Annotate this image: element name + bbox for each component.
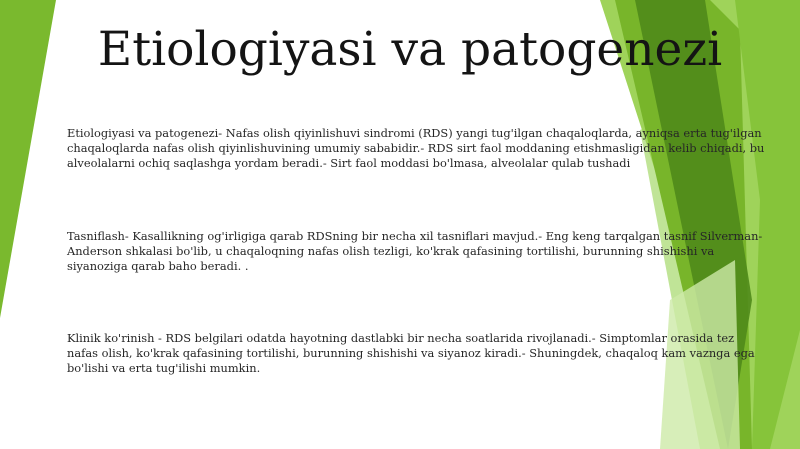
slide-title: Etiologiyasi va patogenezi — [97, 22, 723, 77]
paragraph-clinical-picture: Klinik ko'rinish - RDS belgilari odatda hayotning dastlabki bir necha soatlarida rivojlanadi.- Simptomlar orasida tez nafas olish, ko'krak qafasining tortilishi, burunning shishishi va siyanoz kiradi.- Shuningdek, chaqaloq kam vaznga ega bo'lishi va erta tug'ilishi mumkin. — [67, 331, 755, 375]
paragraph-etiology: Etiologiyasi va patogenezi- Nafas olish qiyinlishuvi sindromi (RDS) yangi tug'ilgan chaqaloqlarda, ayniqsa erta tug'ilgan chaqaloqlarda nafas olish qiyinlishuvining umumiy sababidir.- RDS sirt faol moddaning etishmasligidan kelib chiqadi, bu alveolalarni ochiq saqlashga yordam beradi.- Sirt faol moddasi bo'lmasa, alveolalar qulab tushadi — [67, 126, 765, 170]
paragraph-classification: Tasniflash- Kasallikning og'irligiga qarab RDSning bir necha xil tasniflari mavjud.- Eng keng tarqalgan tasnif Silverman-Anderson shkalasi bo'lib, u chaqaloqning nafas olish tezligi, ko'krak qafasining tortilishi, burunning shishishi va siyanoziga qarab baho beradi. . — [67, 229, 763, 273]
